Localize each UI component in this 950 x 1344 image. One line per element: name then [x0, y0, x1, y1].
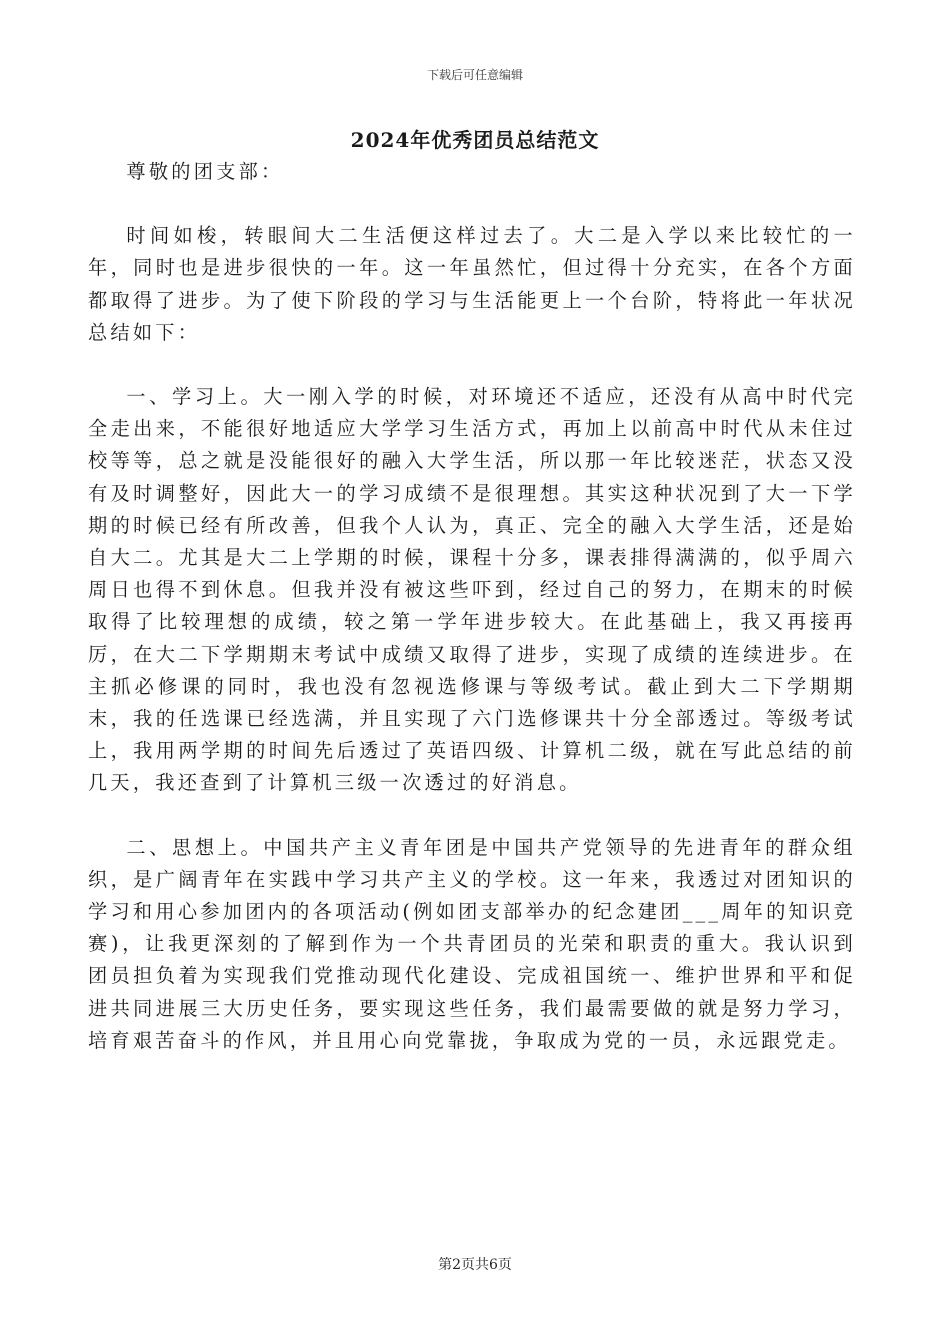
paragraph-study: 一、学习上。大一刚入学的时候，对环境还不适应，还没有从高中时代完全走出来，不能很好地适应大学学习生活方式，再加上以前高中时代从未住过校等等，总之就是没能很好的融入大学生活，所以那一年比较迷茫，状态又没有及时调整好，因此大一的学习成绩不是很理想。其实这种状况到了大一下学期的时候已经有所改善，但我个人认为，真正、完全的融入大学生活，还是始自大二。尤其是大二上学期的时候，课程十分多，课表排得满满的，似乎周六周日也得不到休息。但我并没有被这些吓到，经过自己的努力，在期末的时候取得了比较理想的成绩，较之第一学年进步较大。在此基础上，我又再接再厉，在大二下学期期末考试中成绩又取得了进步，实现了成绩的连续进步。在主抓必修课的同时，我也没有忽视选修课与等级考试。截止到大二下学期期末，我的任选课已经选满，并且实现了六门选修课共十分全部透过。等级考试上，我用两学期的时间先后透过了英语四级、计算机二级，就在写此总结的前几天，我还查到了计算机三级一次透过的好消息。: [88, 385, 856, 795]
paragraph-thought: 二、思想上。中国共产主义青年团是中国共产党领导的先进青年的群众组织，是广阔青年在实践中学习共产主义的学校。这一年来，我透过对团知识的学习和用心参加团内的各项活动(例如团支部举办的纪念建团___周年的知识竞赛)，让我更深刻的了解到作为一个共青团员的光荣和职责的重大。我认识到团员担负着为实现我们党推动现代化建设、完成祖国统一、维护世界和平和促进共同进展三大历史任务，要实现这些任务，我们最需要做的就是努力学习，培育艰苦奋斗的作风，并且用心向党靠拢，争取成为党的一员，永远跟党走。: [88, 835, 856, 1052]
document-body: [88, 156, 856, 1089]
page-title: 2024年优秀团员总结范文: [350, 128, 600, 152]
salutation: 尊敬的团支部：: [126, 160, 284, 183]
header-note: 下载后可任意编辑: [426, 68, 523, 82]
page-number: 第2页共6页: [438, 1257, 512, 1273]
paragraph-intro: 时间如梭，转眼间大二生活便这样过去了。大二是入学以来比较忙的一年，同时也是进步很快的一年。这一年虽然忙，但过得十分充实，在各个方面都取得了进步。为了使下阶段的学习与生活能更上一个台阶，特将此一年状况总结如下：: [88, 224, 856, 344]
